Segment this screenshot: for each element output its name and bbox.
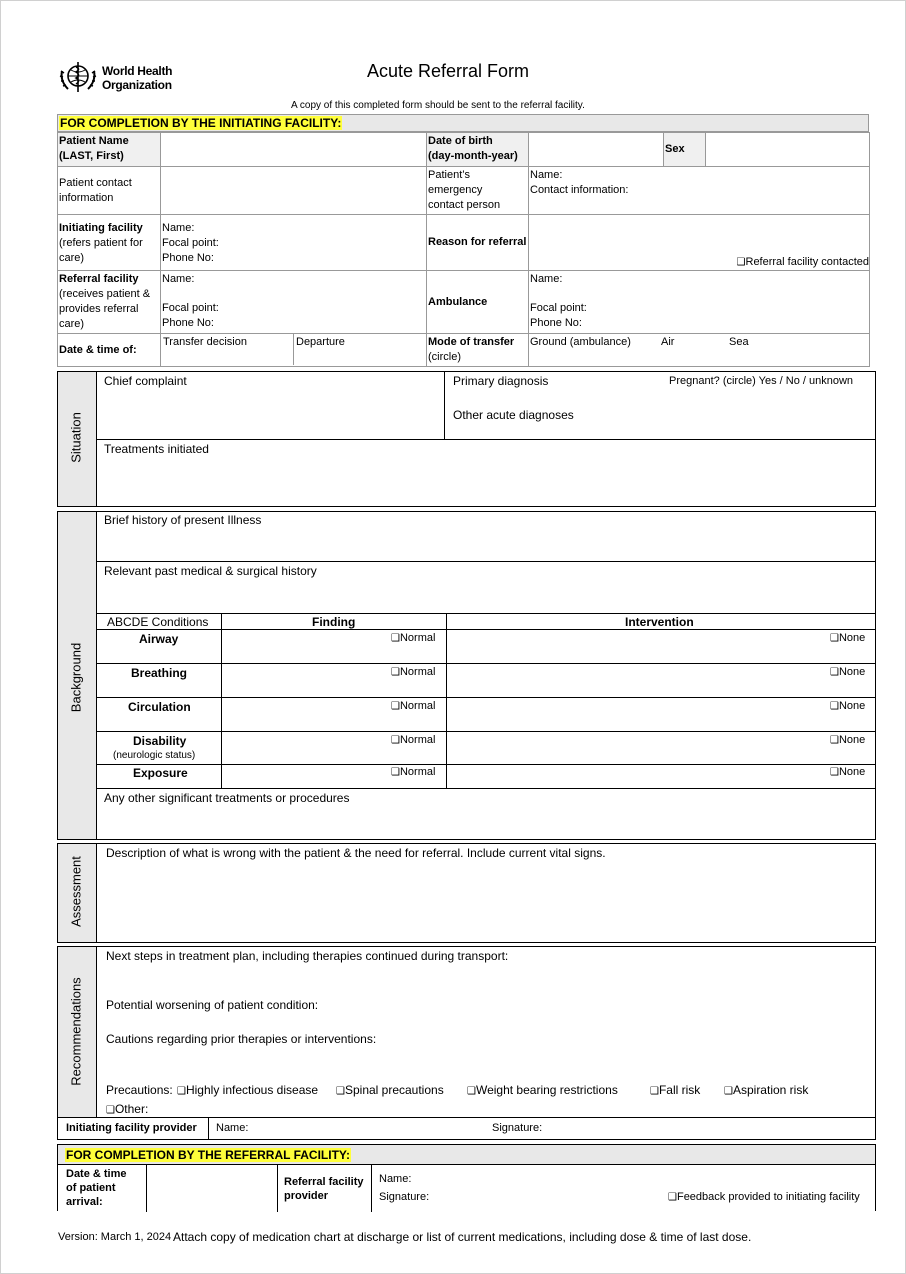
disability-sub: (neurologic status) [113,750,196,761]
mode-field[interactable] [529,334,870,367]
subtitle: A copy of this completed form should be sent to the referral facility. [291,100,585,111]
referral-name-label: Name: [379,1173,412,1185]
who-emblem-icon [58,59,98,95]
circulation-label: Circulation [128,700,191,714]
ambulance-field[interactable]: Name: Focal point: Phone No: [529,271,870,334]
background-label: Background [68,642,84,713]
worsening-label: Potential worsening of patient condition: [106,998,319,1012]
circulation-normal-checkbox[interactable]: ❑Normal [391,700,436,712]
initiating-header: FOR COMPLETION BY THE INITIATING FACILITY: [57,114,869,132]
next-steps-label: Next steps in treatment plan, including therapies continued during transport: [106,949,509,963]
patient-name-field[interactable] [161,133,427,167]
contact-label: Patient contact information [58,167,161,215]
ref-facility-field[interactable]: Name: Focal point: Phone No: [161,271,427,334]
emergency-field[interactable]: Name: Contact information: [529,167,870,215]
background-section [57,511,876,840]
recommendations-label: Recommendations [68,977,84,1086]
precaution-aspiration-checkbox[interactable]: ❑Aspiration risk [724,1083,809,1097]
assessment-label: Assessment [68,856,84,927]
precaution-other-checkbox[interactable]: ❑Other: [106,1102,149,1116]
feedback-checkbox[interactable]: ❑Feedback provided to initiating facility [668,1191,860,1203]
circulation-none-checkbox[interactable]: ❑None [830,700,866,712]
col-intervention: Intervention [625,615,694,629]
arrival-field[interactable] [147,1165,277,1211]
footer-note: Attach copy of medication chart at discharge or list of current medications, including dose & time of last dose. [173,1230,752,1244]
primary-diagnosis-label: Primary diagnosis [453,374,549,388]
mode-sea[interactable]: Sea [729,336,749,348]
arrival-label: Date & time of patient arrival: [66,1168,127,1208]
precaution-infectious-checkbox[interactable]: ❑Highly infectious disease [177,1083,319,1097]
transfer-decision-label: Transfer decision [163,336,247,348]
exposure-label: Exposure [133,766,188,780]
initiating-table [57,132,870,367]
initiating-provider-row [57,1117,876,1140]
precaution-weight-checkbox[interactable]: ❑Weight bearing restrictions [467,1083,618,1097]
breathing-none-checkbox[interactable]: ❑None [830,666,866,678]
sex-field[interactable] [706,133,870,167]
breathing-normal-checkbox[interactable]: ❑Normal [391,666,436,678]
situation-label: Situation [68,412,84,463]
referral-header: FOR COMPLETION BY THE REFERRAL FACILITY: [57,1144,876,1164]
mode-air[interactable]: Air [661,336,675,348]
initiating-provider-label: Initiating facility provider [66,1122,197,1134]
history-label: Brief history of present Illness [104,513,262,527]
mode-label: Mode of transfer (circle) [427,334,529,367]
disability-label: Disability [133,734,187,748]
ambulance-label: Ambulance [427,271,529,334]
logo-line2: Organization [102,78,172,92]
airway-none-checkbox[interactable]: ❑None [830,632,866,644]
footer-version: Version: March 1, 2024 [58,1231,172,1243]
disability-normal-checkbox[interactable]: ❑Normal [391,734,436,746]
datetime-field[interactable] [161,334,427,367]
referral-provider-label: Referral facility provider [284,1176,364,1202]
page-title: Acute Referral Form [367,61,530,81]
col-finding: Finding [312,615,356,629]
cautions-label: Cautions regarding prior therapies or interventions: [106,1032,377,1046]
reason-field[interactable] [529,215,870,271]
precautions-label: Precautions: [106,1083,173,1097]
mode-ground[interactable]: Ground (ambulance) [530,336,631,348]
referral-signature-label: Signature: [379,1191,430,1203]
recommendations-section [57,946,876,1118]
sex-label: Sex [664,133,706,167]
datetime-label: Date & time of: [58,334,161,367]
airway-label: Airway [139,632,179,646]
provider-signature-label: Signature: [492,1122,543,1134]
assessment-desc: Description of what is wrong with the patient & the need for referral. Include current vital signs. [106,846,606,860]
situation-section [57,371,876,507]
emergency-label: Patient’s emergency contact person [427,167,529,215]
airway-normal-checkbox[interactable]: ❑Normal [391,632,436,644]
dob-field[interactable] [529,133,664,167]
precaution-fall-checkbox[interactable]: ❑Fall risk [650,1083,701,1097]
ref-facility-label: Referral facility (receives patient & provides referral care) [58,271,161,334]
disability-none-checkbox[interactable]: ❑None [830,734,866,746]
other-treatments-label: Any other significant treatments or procedures [104,791,350,805]
chief-complaint-label: Chief complaint [104,374,187,388]
precaution-spinal-checkbox[interactable]: ❑Spinal precautions [336,1083,444,1097]
init-facility-field[interactable]: Name: Focal point: Phone No: [161,215,427,271]
treatments-label: Treatments initiated [104,442,209,456]
col-abcde: ABCDE Conditions [107,615,209,629]
contact-field[interactable] [161,167,427,215]
patient-name-label: Patient Name (LAST, First) [58,133,161,167]
departure-label: Departure [296,336,345,348]
referral-contacted-checkbox[interactable]: ❑Referral facility contacted [736,256,869,268]
logo-line1: World Health [102,64,173,78]
assessment-section [57,843,876,943]
init-facility-label: Initiating facility (refers patient for care) [58,215,161,271]
provider-name-label: Name: [216,1122,249,1134]
past-history-label: Relevant past medical & surgical history [104,564,317,578]
reason-label: Reason for referral [427,215,529,271]
exposure-normal-checkbox[interactable]: ❑Normal [391,766,436,778]
pregnant-label: Pregnant? (circle) Yes / No / unknown [669,375,854,387]
breathing-label: Breathing [131,666,188,680]
referral-row [57,1164,876,1211]
exposure-none-checkbox[interactable]: ❑None [830,766,866,778]
dob-label: Date of birth (day-month-year) [427,133,529,167]
other-diagnoses-label: Other acute diagnoses [453,408,574,422]
